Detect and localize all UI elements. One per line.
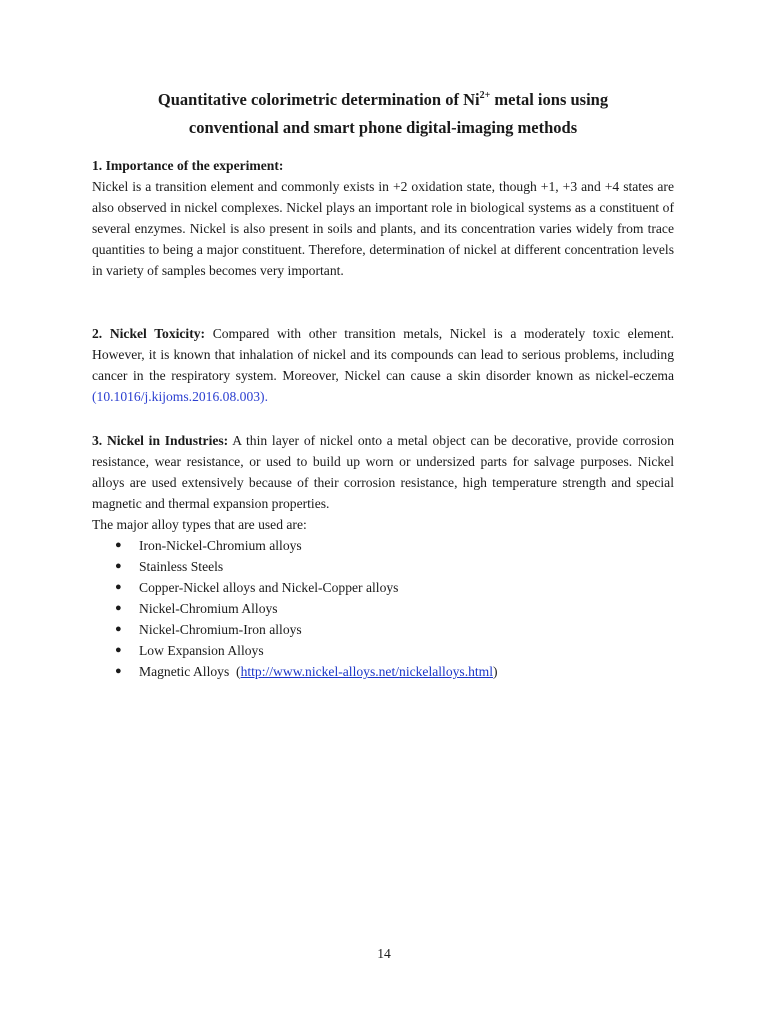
section-industries — [92, 430, 674, 682]
doi-reference-link[interactable]: (10.1016/j.kijoms.2016.08.003). — [92, 389, 268, 404]
list-item — [92, 598, 674, 619]
title-line1-suffix: metal ions using — [490, 90, 609, 109]
list-item-label: Stainless Steels — [139, 559, 224, 574]
section-importance-heading: 1. Importance of the experiment: — [92, 158, 284, 173]
section-industries-heading: 3. Nickel in Industries: — [92, 433, 229, 448]
alloy-list — [92, 535, 674, 682]
list-item-label: Magnetic Alloys — [139, 664, 230, 679]
list-item-label: Nickel-Chromium-Iron alloys — [139, 622, 302, 637]
section-toxicity — [92, 323, 674, 407]
document-title — [92, 86, 674, 142]
list-item — [92, 577, 674, 598]
title-superscript: 2+ — [479, 90, 491, 101]
list-item — [92, 619, 674, 640]
section-importance — [92, 155, 674, 281]
alloy-list-intro: The major alloy types that are used are: — [92, 517, 307, 532]
list-item-label: Low Expansion Alloys — [139, 643, 264, 658]
bullet-icon: ● — [115, 581, 122, 593]
link-close-paren: ) — [493, 664, 498, 679]
bullet-icon: ● — [115, 665, 122, 677]
page-number: 14 — [377, 946, 391, 961]
list-item-label: Nickel-Chromium Alloys — [139, 601, 278, 616]
list-item-label: Copper-Nickel alloys and Nickel-Copper alloys — [139, 580, 399, 595]
list-item-label: Iron-Nickel-Chromium alloys — [139, 538, 302, 553]
bullet-icon: ● — [115, 539, 122, 551]
title-line2-text: conventional and smart phone digital-imaging methods — [188, 118, 578, 137]
bullet-icon: ● — [115, 602, 122, 614]
section-toxicity-heading: 2. Nickel Toxicity: — [92, 326, 206, 341]
list-item — [92, 661, 674, 682]
section-toxicity-paragraph: Compared with other transition metals, Nickel is a moderately toxic element. However, it is known that inhalation of nickel and its compounds can lead to serious problems, including cancer in the respiratory system. Moreover, Nickel can cause a skin disorder known as nickel-eczema — [92, 326, 674, 383]
bullet-icon: ● — [115, 560, 122, 572]
link-open-paren: ( — [229, 664, 241, 679]
bullet-icon: ● — [115, 623, 122, 635]
list-item — [92, 640, 674, 661]
title-line1-text: Quantitative colorimetric determination of Ni — [157, 90, 480, 109]
bullet-icon: ● — [115, 644, 122, 656]
section-industries-paragraph: A thin layer of nickel onto a metal object can be decorative, provide corrosion resistance, wear resistance, or used to build up worn or undersized parts for salvage purposes. Nickel alloys are used extensively because of their corrosion resistance, high temperature strength and special magnetic and thermal expansion properties. — [92, 433, 674, 511]
section-importance-paragraph: Nickel is a transition element and commonly exists in +2 oxidation state, though +1, +3 and +4 states are also observed in nickel complexes. Nickel plays an important role in biological systems as a constituent of several enzymes. Nickel is also present in soils and plants, and its concentration varies widely from trace quantities to being a major constituent. Therefore, determination of nickel at different concentration levels in variety of samples becomes very important. — [92, 179, 674, 278]
list-item — [92, 556, 674, 577]
list-item — [92, 535, 674, 556]
nickel-alloys-link[interactable]: http://www.nickel-alloys.net/nickelalloys.html — [240, 664, 494, 679]
